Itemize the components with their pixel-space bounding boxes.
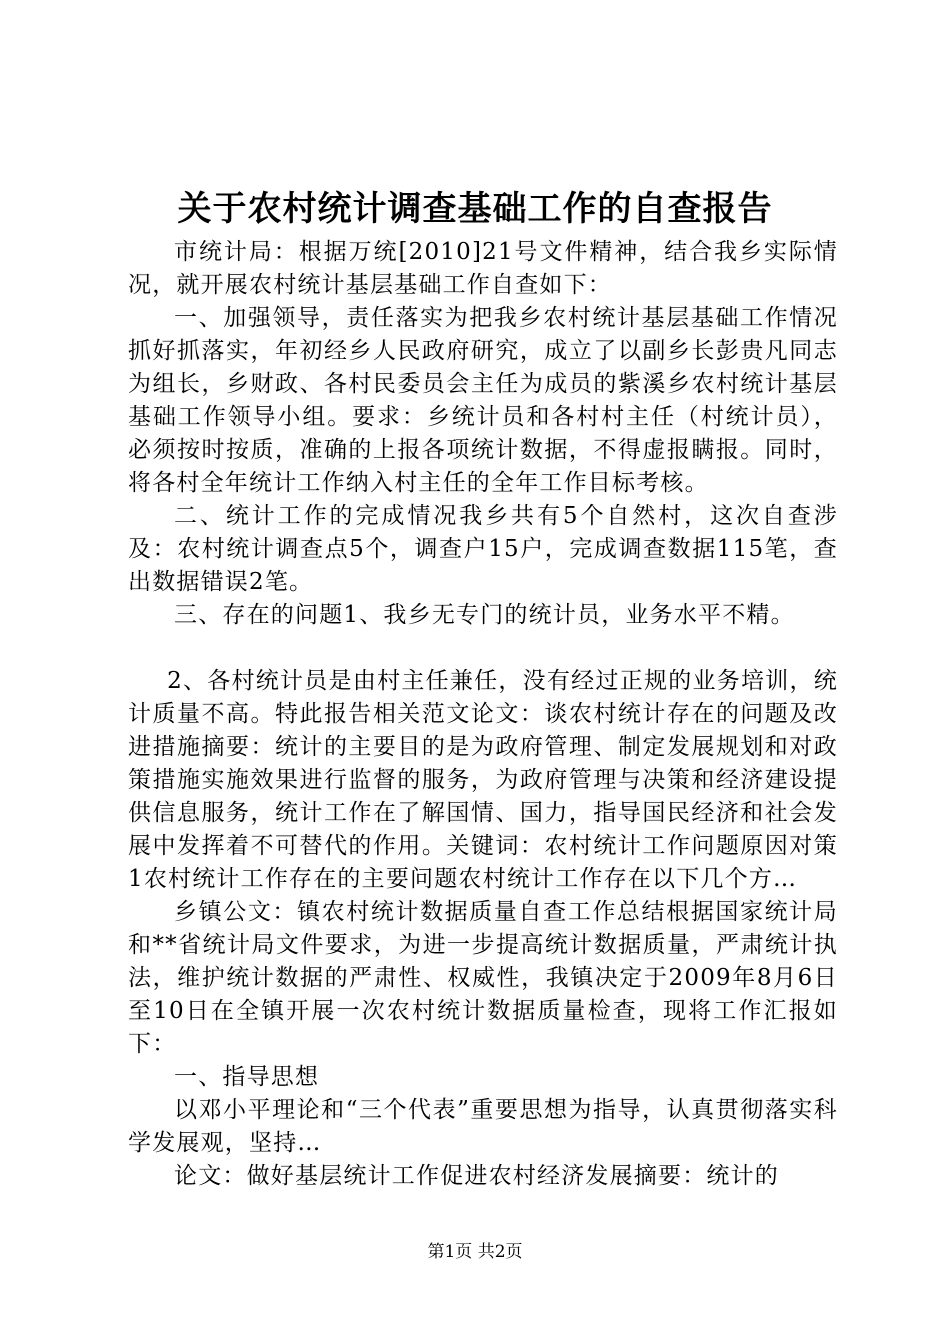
paragraph-guiding-heading: 一、指导思想 — [174, 1064, 320, 1090]
paragraph-completion: 二、统计工作的完成情况我乡共有5个自然村，这次自查涉及：农村统计调查点5个，调查户15户，完成调查数据115笔，查出数据错误2笔。 — [128, 503, 838, 595]
paragraph-problems: 三、存在的问题1、我乡无专门的统计员，业务水平不精。 — [174, 602, 795, 628]
paragraph-problem-2: 2、各村统计员是由村主任兼任，没有经过正规的业务培训，统计质量不高。特此报告相关范文论文：谈农村统计存在的问题及改进措施摘要：统计的主要目的是为政府管理、制定发展规划和对政策措施实施效果进行监督的服务，为政府管理与决策和经济建设提供信息服务，统计工作在了解国情、国力，指导国民经济和社会发展中发挥着不可替代的作用。关键词：农村统计工作问题原因对策1农村统计工作存在的主要问题农村统计工作存在以下几个方… — [128, 668, 838, 892]
paragraph-township: 乡镇公文：镇农村统计数据质量自查工作总结根据国家统计局和**省统计局文件要求，为进一步提高统计数据质量，严肃统计执法，维护统计数据的严肃性、权威性，我镇决定于2009年8月6日至10日在全镇开展一次农村统计数据质量检查，现将工作汇报如下： — [128, 899, 838, 1057]
paragraph-intro: 市统计局：根据万统[2010]21号文件精神，结合我乡实际情况，就开展农村统计基层基础工作自查如下： — [128, 239, 838, 298]
paragraph-paper: 论文：做好基层统计工作促进农村经济发展摘要：统计的 — [174, 1163, 779, 1189]
page-footer: 第1页 共2页 — [427, 1242, 523, 1262]
paragraph-leadership: 一、加强领导，责任落实为把我乡农村统计基层基础工作情况抓好抓落实，年初经乡人民政府研究，成立了以副乡长彭贵凡同志为组长，乡财政、各村民委员会主任为成员的紫溪乡农村统计基层基础工作领导小组。要求：乡统计员和各村村主任（村统计员），必须按时按质，准确的上报各项统计数据，不得虚报瞒报。同时，将各村全年统计工作纳入村主任的全年工作目标考核。 — [128, 305, 838, 496]
document-body — [128, 236, 838, 1193]
paragraph-guiding-thought: 以邓小平理论和“三个代表”重要思想为指导，认真贯彻落实科学发展观，坚持… — [128, 1097, 838, 1156]
document-title: 关于农村统计调查基础工作的自查报告 — [177, 189, 773, 229]
